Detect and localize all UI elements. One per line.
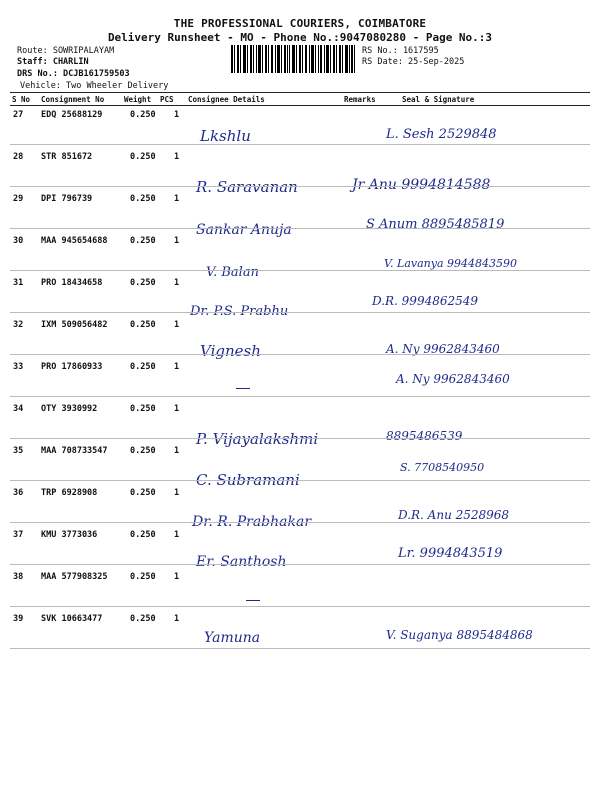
seal-signature-handwriting: V. Suganya 8895484868: [386, 628, 533, 642]
row-consignment-no: STR 851672: [41, 152, 93, 162]
row-consignment-no: MAA 577908325: [41, 572, 108, 582]
seal-signature-handwriting: V. Lavanya 9944843590: [384, 257, 517, 270]
row-weight: 0.250: [130, 152, 156, 162]
consignee-handwriting: C. Subramani: [196, 471, 300, 489]
row-separator: [10, 312, 590, 313]
consignee-handwriting: Dr. R. Prabhakar: [192, 514, 312, 530]
row-sno: 29: [13, 194, 24, 204]
row-separator: [10, 438, 590, 439]
row-sno: 34: [13, 404, 24, 414]
seal-signature-handwriting: Jr Anu 9994814588: [352, 177, 491, 193]
consignee-handwriting: R. Saravanan: [196, 178, 298, 196]
staff-label: Staff: CHARLIN: [17, 57, 89, 67]
row-sno: 37: [13, 530, 24, 540]
row-weight: 0.250: [130, 320, 156, 330]
row-weight: 0.250: [130, 278, 156, 288]
row-sno: 35: [13, 446, 24, 456]
row-sno: 28: [13, 152, 24, 162]
seal-signature-handwriting: A. Ny 9962843460: [386, 342, 500, 356]
row-pcs: 1: [174, 404, 180, 414]
row-separator: [10, 480, 590, 481]
row-sno: 38: [13, 572, 24, 582]
row-consignment-no: MAA 708733547: [41, 446, 108, 456]
vehicle-label: Vehicle: Two Wheeler Delivery: [20, 81, 169, 91]
route-label: Route: SOWRIPALAYAM: [17, 46, 115, 56]
row-consignment-no: MAA 945654688: [41, 236, 108, 246]
row-weight: 0.250: [130, 530, 156, 540]
row-separator: [10, 396, 590, 397]
row-pcs: 1: [174, 530, 180, 540]
row-weight: 0.250: [130, 446, 156, 456]
row-consignment-no: PRO 18434658: [41, 278, 103, 288]
row-consignment-no: OTY 3930992: [41, 404, 98, 414]
seal-signature-handwriting: A. Ny 9962843460: [396, 372, 510, 386]
consignee-handwriting: Vignesh: [200, 342, 261, 360]
row-sno: 31: [13, 278, 24, 288]
seal-signature-handwriting: D.R. Anu 2528968: [398, 508, 510, 522]
row-weight: 0.250: [130, 110, 156, 120]
seal-signature-handwriting: D.R. 9994862549: [372, 294, 479, 308]
row-sno: 33: [13, 362, 24, 372]
row-separator: [10, 564, 590, 565]
barcode-image: [231, 45, 355, 73]
row-weight: 0.250: [130, 614, 156, 624]
rs-number: RS No.: 1617595: [362, 46, 439, 56]
row-sno: 39: [13, 614, 24, 624]
table-top-rule: [10, 92, 590, 93]
row-separator: [10, 228, 590, 229]
consignee-handwriting: Lkshlu: [200, 127, 251, 145]
row-sno: 32: [13, 320, 24, 330]
consignee-dash: [236, 388, 250, 389]
row-sno: 36: [13, 488, 24, 498]
row-consignment-no: KMU 3773036: [41, 530, 98, 540]
row-consignment-no: DPI 796739: [41, 194, 93, 204]
header-bottom-rule: [10, 105, 590, 106]
consignee-handwriting: Yamuna: [204, 630, 261, 646]
row-separator: [10, 270, 590, 271]
row-consignment-no: PRO 17860933: [41, 362, 103, 372]
row-pcs: 1: [174, 320, 180, 330]
row-separator: [10, 648, 590, 649]
row-pcs: 1: [174, 152, 180, 162]
row-pcs: 1: [174, 572, 180, 582]
col-consignee: Consignee Details: [188, 95, 265, 104]
rs-date: RS Date: 25-Sep-2025: [362, 57, 465, 67]
row-consignment-no: SVK 10663477: [41, 614, 103, 624]
row-weight: 0.250: [130, 404, 156, 414]
row-separator: [10, 186, 590, 187]
row-separator: [10, 522, 590, 523]
row-consignment-no: IXM 509056482: [41, 320, 108, 330]
consignee-dash: [246, 600, 260, 601]
consignee-handwriting: V. Balan: [206, 265, 259, 280]
seal-signature-handwriting: Lr. 9994843519: [398, 546, 503, 561]
document-subtitle: Delivery Runsheet - MO - Phone No.:9047080280 - Page No.:3: [107, 31, 493, 44]
col-weight: Weight: [124, 95, 152, 104]
row-weight: 0.250: [130, 236, 156, 246]
col-seal-signature: Seal & Signature: [402, 95, 475, 104]
seal-signature-handwriting: 8895486539: [386, 429, 463, 443]
row-weight: 0.250: [130, 572, 156, 582]
seal-signature-handwriting: S Anum 8895485819: [366, 217, 505, 232]
row-sno: 30: [13, 236, 24, 246]
drs-number: DRS No.: DCJB161759503: [17, 69, 130, 79]
document-title: THE PROFESSIONAL COURIERS, COIMBATORE: [173, 17, 427, 30]
consignee-handwriting: Er. Santhosh: [196, 554, 287, 570]
row-consignment-no: EDQ 25688129: [41, 110, 103, 120]
row-pcs: 1: [174, 194, 180, 204]
row-pcs: 1: [174, 278, 180, 288]
row-pcs: 1: [174, 614, 180, 624]
consignee-handwriting: P. Vijayalakshmi: [196, 430, 319, 448]
col-pcs: PCS: [160, 95, 174, 104]
row-pcs: 1: [174, 362, 180, 372]
row-separator: [10, 144, 590, 145]
row-weight: 0.250: [130, 194, 156, 204]
row-separator: [10, 354, 590, 355]
col-consignment: Consignment No: [41, 95, 105, 104]
row-pcs: 1: [174, 110, 180, 120]
row-weight: 0.250: [130, 488, 156, 498]
row-pcs: 1: [174, 488, 180, 498]
row-consignment-no: TRP 6928908: [41, 488, 98, 498]
seal-signature-handwriting: L. Sesh 2529848: [386, 127, 497, 142]
seal-signature-handwriting: S. 7708540950: [400, 461, 485, 474]
row-weight: 0.250: [130, 362, 156, 372]
row-separator: [10, 606, 590, 607]
row-sno: 27: [13, 110, 24, 120]
col-sno: S No: [12, 95, 31, 104]
col-remarks: Remarks: [344, 95, 376, 104]
consignee-handwriting: Dr. P.S. Prabhu: [190, 304, 289, 319]
row-pcs: 1: [174, 446, 180, 456]
consignee-handwriting: Sankar Anuja: [196, 222, 292, 238]
row-pcs: 1: [174, 236, 180, 246]
